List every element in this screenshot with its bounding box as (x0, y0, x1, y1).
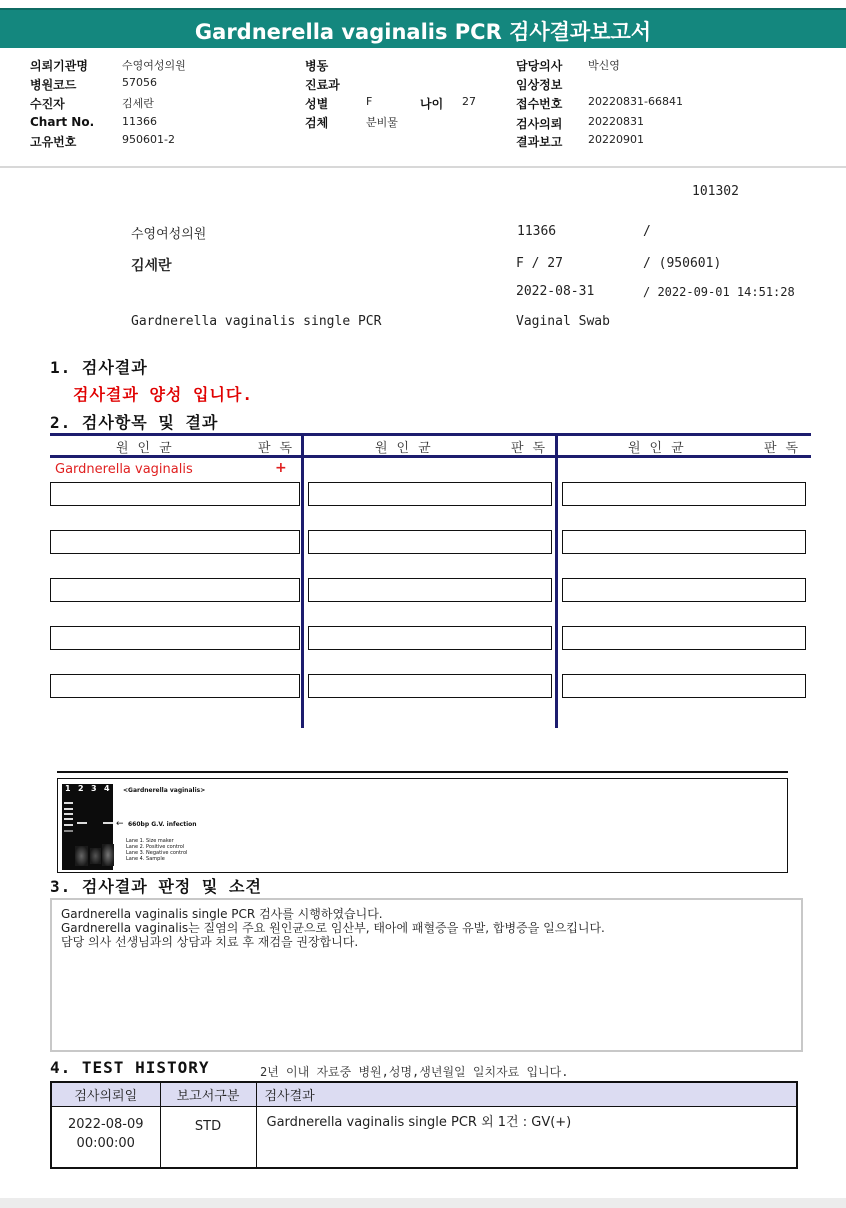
result-box (308, 578, 552, 602)
col-judgement-2: 판독 (511, 441, 555, 456)
table-row (51, 1106, 797, 1168)
summary-institution: 수영여성의원 (131, 227, 207, 242)
value-age: 27 (462, 95, 476, 108)
primer-glow (90, 848, 101, 864)
ladder-band (64, 830, 73, 832)
section1-title: 1. 검사결과 (50, 358, 148, 377)
grid-divider-1 (301, 433, 304, 728)
value-patient: 김세란 (122, 97, 154, 110)
section2-title: 2. 검사항목 및 결과 (50, 413, 219, 432)
col-judgement-1: 판독 (258, 441, 302, 456)
result-box (562, 530, 806, 554)
summary-code: 101302 (692, 184, 739, 199)
gel-legend-item: Lane 4. Sample (126, 856, 165, 862)
lane-number: 1 (65, 784, 71, 793)
result-box (308, 674, 552, 698)
label-unique-no: 고유번호 (30, 135, 77, 149)
label-clinical-info: 임상정보 (516, 78, 563, 92)
col-organism-1: 원인균 (116, 441, 181, 456)
result-box (308, 626, 552, 650)
result-box (50, 530, 300, 554)
result-box (50, 626, 300, 650)
label-request-date: 검사의뢰 (516, 117, 563, 131)
summary-sex-age: F / 27 (516, 256, 563, 271)
ladder-band (64, 818, 73, 820)
history-type: STD (160, 1106, 256, 1168)
gel-top-rule (57, 771, 788, 773)
opinion-box (50, 898, 803, 1052)
lane-number: 4 (104, 784, 110, 793)
arrow-icon: ← (116, 819, 124, 829)
result-box (562, 626, 806, 650)
primer-glow (102, 844, 114, 866)
col-organism-3: 원인균 (628, 441, 693, 456)
grid-divider-2 (555, 433, 558, 728)
positive-control-band (77, 822, 87, 824)
opinion-line: 담당 의사 선생님과의 상담과 치료 후 재검을 권장합니다. (61, 935, 359, 949)
value-institution: 수영여성의원 (122, 59, 186, 72)
ladder-band (64, 802, 73, 804)
gel-legend-item: Lane 3. Negative control (126, 850, 188, 856)
primer-glow (75, 846, 88, 866)
report-title: Gardnerella vaginalis PCR 검사결과보고서 (194, 20, 652, 44)
gel-legend-item: Lane 2. Positive control (126, 844, 185, 850)
history-note: 2년 이내 자료중 병원,성명,생년월일 일치자료 입니다. (260, 1065, 569, 1079)
label-receipt-no: 접수번호 (516, 97, 563, 111)
opinion-line: Gardnerella vaginalis single PCR 검사를 시행하였습니다. (61, 907, 383, 921)
history-header-row (51, 1082, 797, 1106)
result-box (562, 482, 806, 506)
label-department: 진료과 (305, 78, 340, 92)
gel-title: <Gardnerella vaginalis> (123, 787, 206, 794)
col-organism-2: 원인균 (375, 441, 440, 456)
value-chart-no: 11366 (122, 115, 157, 128)
history-date: 2022-08-09 (67, 1116, 144, 1132)
ladder-band (64, 813, 73, 815)
history-result: Gardnerella vaginalis single PCR 외 1건 : GV(+) (256, 1106, 797, 1168)
result-box (50, 674, 300, 698)
opinion-line: Gardnerella vaginalis는 질염의 주요 원인균으로 임산부, 태아에 패혈증을 유발, 합병증을 일으킵니다. (61, 921, 605, 935)
lane-number: 2 (78, 784, 84, 793)
summary-slash: / (643, 224, 651, 239)
page-footer-band (0, 1198, 846, 1208)
history-col-type: 보고서구분 (160, 1082, 256, 1106)
summary-birth: / (950601) (643, 256, 722, 271)
label-hospital-code: 병원코드 (30, 78, 77, 92)
label-ward: 병동 (305, 59, 329, 73)
history-date-cell (51, 1106, 160, 1168)
label-report-date: 결과보고 (516, 135, 563, 149)
result-box (562, 674, 806, 698)
value-report-date: 20220901 (588, 133, 644, 146)
grid-top-border (50, 433, 811, 436)
value-hospital-code: 57056 (122, 76, 157, 89)
label-specimen: 검체 (305, 116, 329, 130)
summary-chart-no: 11366 (517, 224, 557, 239)
lane-number: 3 (91, 784, 97, 793)
history-time: 00:00:00 (76, 1135, 135, 1151)
judgement-value: + (275, 460, 287, 476)
summary-test-name: Gardnerella vaginalis single PCR (131, 314, 382, 329)
value-receipt-no: 20220831-66841 (588, 95, 683, 108)
summary-report-datetime: / 2022-09-01 14:51:28 (643, 285, 795, 299)
label-age: 나이 (420, 97, 444, 111)
value-unique-no: 950601-2 (122, 133, 175, 146)
label-chart-no: Chart No. (30, 115, 95, 129)
summary-request-date: 2022-08-31 (516, 284, 595, 299)
gel-legend (126, 838, 187, 862)
section3-title: 3. 검사결과 판정 및 소견 (50, 877, 262, 896)
ladder-band (64, 808, 73, 810)
gel-legend-item: Lane 1. Size maker (126, 838, 174, 844)
organism-name: Gardnerella vaginalis (55, 462, 193, 477)
history-table (50, 1081, 798, 1169)
value-sex: F (366, 95, 373, 108)
summary-patient: 김세란 (131, 258, 172, 274)
history-col-result: 검사결과 (256, 1082, 797, 1106)
sample-band (103, 822, 113, 824)
result-box (308, 482, 552, 506)
result-box (308, 530, 552, 554)
header-divider (0, 166, 846, 168)
label-institution: 의뢰기관명 (30, 59, 88, 73)
value-request-date: 20220831 (588, 115, 644, 128)
report-title-bar (0, 8, 846, 48)
gel-image (62, 784, 113, 870)
value-specimen: 분비물 (366, 116, 398, 129)
history-col-date: 검사의뢰일 (51, 1082, 160, 1106)
result-box (50, 482, 300, 506)
label-doctor: 담당의사 (516, 59, 563, 73)
result-positive-text: 검사결과 양성 입니다. (73, 385, 254, 404)
col-judgement-3: 판독 (764, 441, 808, 456)
section4-title: 4. TEST HISTORY (50, 1058, 210, 1077)
result-box (562, 578, 806, 602)
ladder-band (64, 824, 73, 826)
label-patient: 수진자 (30, 97, 65, 111)
result-box (50, 578, 300, 602)
summary-specimen: Vaginal Swab (516, 314, 610, 329)
gel-arrow-label: 660bp G.V. infection (128, 821, 197, 828)
label-sex: 성별 (305, 97, 329, 111)
value-doctor: 박신영 (588, 59, 620, 72)
